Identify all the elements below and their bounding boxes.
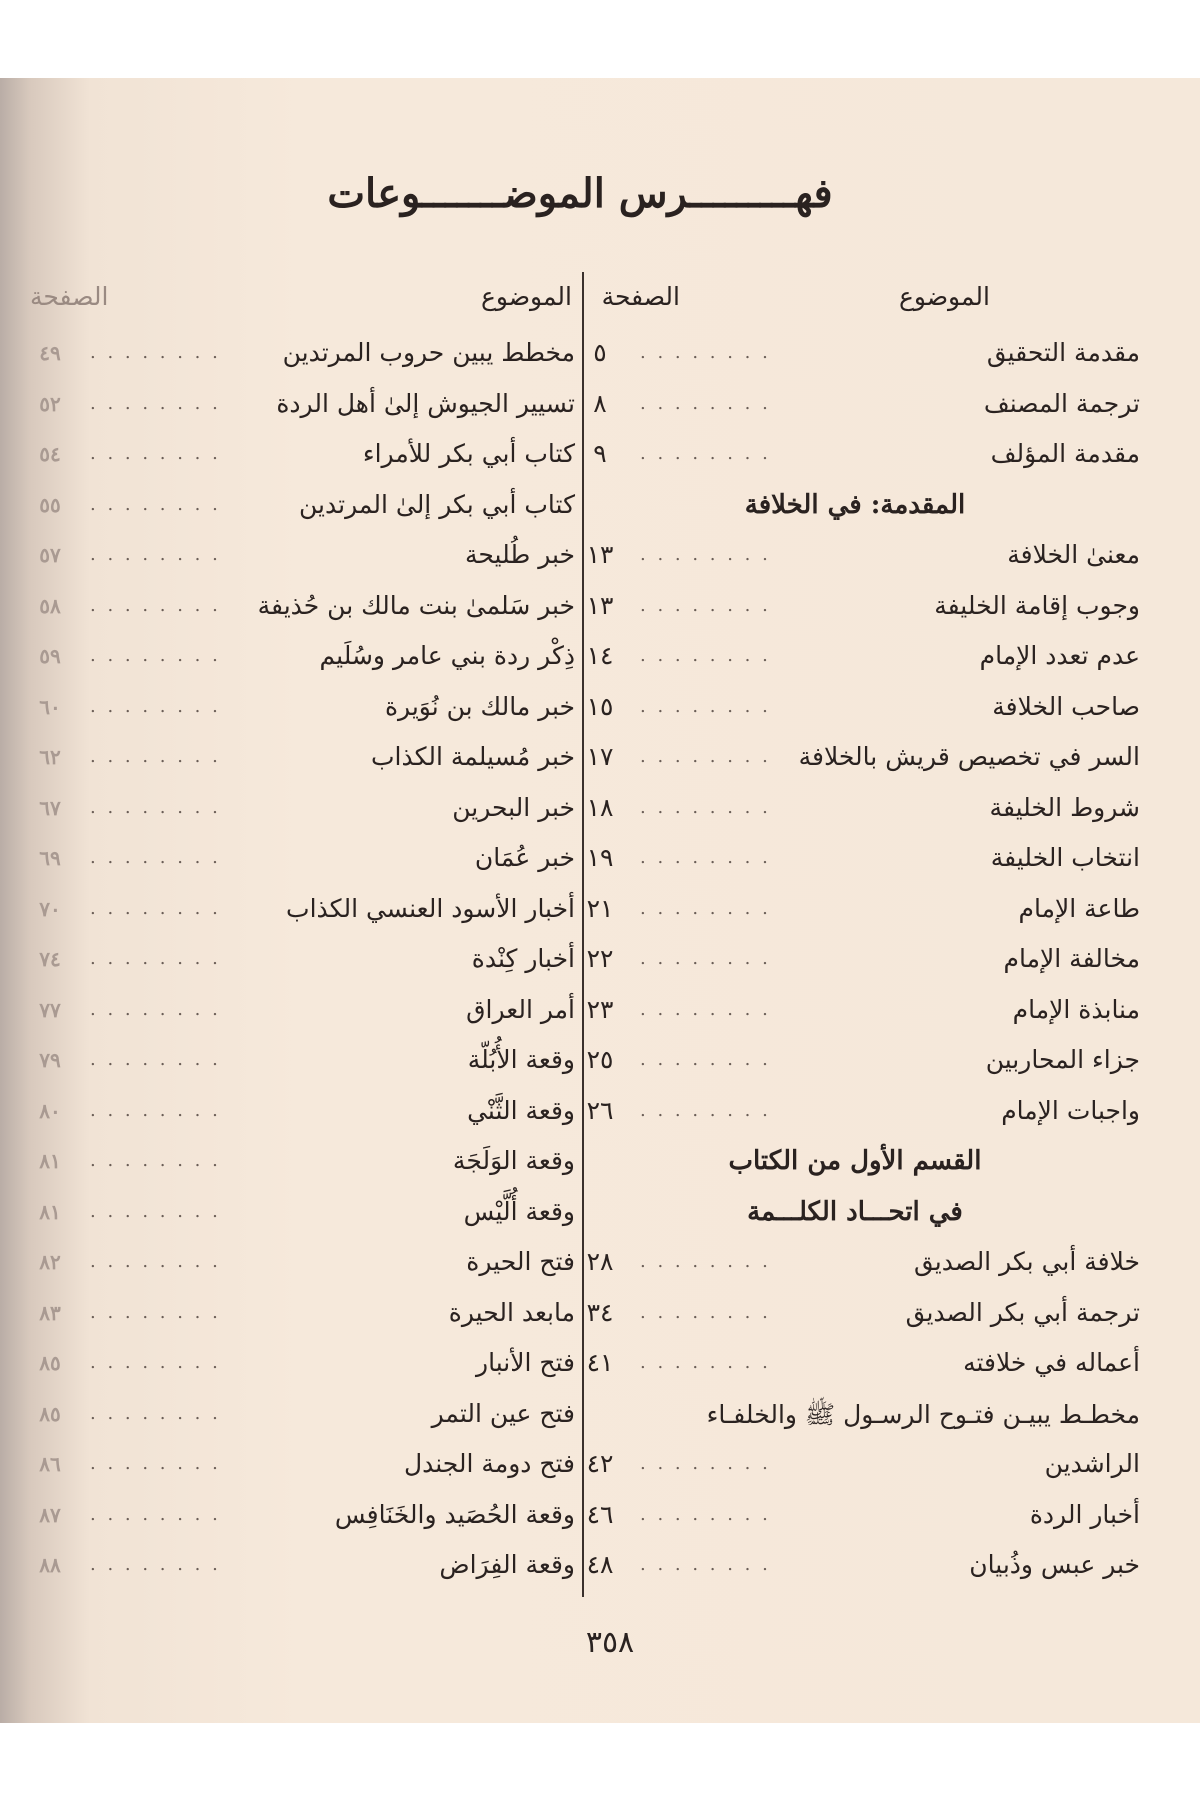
toc-entry-left [20, 1550, 575, 1596]
leader-dots: . . . . . . . . [90, 847, 221, 868]
entry-page: ٤٢ [586, 1449, 614, 1478]
toc-entry-left [20, 439, 575, 485]
entry-topic: وجوب إقامة الخليفة [934, 590, 1140, 620]
entry-topic: مخطـط يبيـن فتـوح الرسـول ﷺ والخلفـاء [706, 1399, 1140, 1429]
entry-topic: أعماله في خلافته [963, 1348, 1140, 1377]
entry-topic: واجبات الإمام [1001, 1095, 1140, 1125]
entry-page: ٥٩ [39, 644, 61, 668]
entry-topic: وقعة الوَلَجَة [452, 1146, 575, 1175]
toc-entry-right [586, 1550, 1140, 1596]
leader-dots: . . . . . . . . [640, 948, 771, 969]
entry-page: ٩ [593, 439, 607, 468]
leader-dots: . . . . . . . . [640, 443, 771, 464]
entry-topic: منابذة الإمام [1012, 994, 1140, 1024]
entry-topic: ذِكْر ردة بني عامر وسُلَيم [319, 641, 575, 670]
entry-topic: انتخاب الخليفة [990, 843, 1140, 872]
leader-dots: . . . . . . . . [640, 847, 771, 868]
toc-entry-left [20, 1500, 575, 1546]
toc-entry-right [590, 1399, 1140, 1445]
entry-topic: خبر مالك بن نُوَيرة [384, 691, 575, 721]
entry-topic: ترجمة أبي بكر الصديق [905, 1297, 1140, 1327]
toc-entry-right [586, 1045, 1140, 1091]
entry-topic: مقدمة المؤلف [990, 439, 1140, 468]
entry-page: ٤٩ [39, 341, 61, 365]
leader-dots: . . . . . . . . [90, 1301, 221, 1323]
toc-entry-left [20, 1399, 575, 1445]
column-divider [582, 272, 584, 1597]
leader-dots: . . . . . . . . [640, 594, 771, 616]
entry-page: ١٣ [586, 540, 614, 569]
toc-entry-left [20, 793, 575, 839]
entry-topic: أمر العراق [466, 994, 575, 1024]
leader-dots: . . . . . . . . [640, 695, 771, 717]
toc-entry-right [586, 590, 1140, 637]
toc-entry-right [586, 641, 1140, 687]
toc-entry-left [20, 1146, 575, 1192]
entry-topic: معنىٰ الخلافة [1007, 540, 1140, 569]
leader-dots: . . . . . . . . [90, 544, 221, 565]
leader-dots: . . . . . . . . [90, 1554, 221, 1575]
toc-entry-right [590, 389, 1140, 435]
leader-dots: . . . . . . . . [90, 1049, 221, 1070]
toc-entry-left [20, 490, 575, 536]
entry-page: ٣٤ [586, 1297, 614, 1327]
toc-entry-right [586, 691, 1140, 738]
toc-entry-left [20, 1298, 575, 1344]
toc-entry-left [20, 843, 575, 889]
toc-entry-left [20, 1449, 575, 1495]
leader-dots: . . . . . . . . [640, 1352, 771, 1373]
entry-topic: جزاء المحاربين [985, 1045, 1140, 1074]
leader-dots: . . . . . . . . [90, 948, 221, 969]
entry-page: ٦٢ [39, 745, 61, 769]
entry-page: ١٣ [586, 590, 614, 620]
entry-topic: مخطط يبين حروب المرتدين [282, 338, 575, 367]
entry-page: ٤٦ [586, 1499, 614, 1529]
entry-topic: وقعة أُلَّيْس [463, 1196, 575, 1226]
leader-dots: . . . . . . . . [90, 645, 221, 666]
leader-dots: . . . . . . . . [90, 1453, 221, 1474]
leader-dots: . . . . . . . . [640, 1301, 771, 1323]
section-heading: في اتحـــاد الكلـــمة [747, 1196, 963, 1227]
leader-dots: . . . . . . . . [640, 998, 771, 1020]
leader-dots: . . . . . . . . [90, 392, 221, 414]
entry-page: ١٨ [586, 792, 614, 822]
entry-page: ٨ [593, 388, 607, 418]
toc-entry-left [20, 1045, 575, 1091]
leader-dots: . . . . . . . . [90, 897, 221, 919]
leader-dots: . . . . . . . . [640, 645, 771, 666]
entry-page: ٦٠ [39, 694, 61, 719]
section-heading: القسم الأول من الكتاب [728, 1146, 982, 1176]
entry-topic: شروط الخليفة [989, 792, 1140, 822]
leader-dots: . . . . . . . . [640, 1099, 771, 1121]
entry-page: ١٥ [586, 691, 614, 721]
entry-page: ١٧ [586, 742, 614, 771]
leader-dots: . . . . . . . . [640, 544, 771, 565]
entry-page: ٨١ [39, 1199, 61, 1224]
leader-dots: . . . . . . . . [90, 1352, 221, 1373]
toc-entry-left [20, 591, 575, 637]
entry-page: ٥٨ [39, 593, 61, 618]
entry-topic: طاعة الإمام [1018, 893, 1140, 923]
toc-entry-left [20, 338, 575, 384]
entry-page: ٥٢ [39, 391, 61, 416]
entry-page: ٧٠ [39, 896, 61, 921]
entry-topic: خبر البحرين [452, 792, 575, 822]
entry-topic: أخبار كِنْدة [471, 944, 575, 973]
toc-entry-right [590, 439, 1140, 485]
entry-page: ٨٦ [39, 1452, 61, 1476]
toc-entry-right [586, 1095, 1140, 1142]
leader-dots: . . . . . . . . [640, 342, 771, 363]
right-page-header: الصفحة [601, 282, 680, 311]
entry-page: ٨٢ [39, 1250, 61, 1274]
entry-topic: ترجمة المصنف [983, 388, 1140, 418]
toc-entry-right [586, 893, 1140, 940]
entry-topic: الراشدين [1044, 1449, 1140, 1478]
toc-entry-left [20, 1247, 575, 1293]
left-page-header: الصفحة [30, 282, 109, 311]
entry-topic: فتح عين التمر [431, 1398, 575, 1428]
entry-topic: خبر عُمَان [474, 843, 575, 872]
entry-topic: فتح دومة الجندل [403, 1449, 575, 1478]
entry-page: ٨٧ [39, 1502, 61, 1527]
leader-dots: . . . . . . . . [640, 1554, 771, 1575]
leader-dots: . . . . . . . . [90, 1503, 221, 1525]
toc-entry-right [586, 994, 1140, 1041]
toc-entry-right [590, 1197, 1140, 1243]
toc-entry-left [20, 641, 575, 687]
leader-dots: . . . . . . . . [90, 594, 221, 616]
leader-dots: . . . . . . . . [640, 796, 771, 818]
entry-page: ١٩ [586, 843, 614, 872]
toc-entry-left [20, 894, 575, 940]
entry-topic: خبر طُليحة [465, 540, 575, 569]
entry-topic: خلافة أبي بكر الصديق [913, 1247, 1140, 1276]
entry-page: ٢٨ [586, 1247, 614, 1276]
toc-entry-right [586, 1297, 1140, 1344]
entry-topic: أخبار الأسود العنسي الكذاب [286, 893, 575, 923]
toc-entry-left [20, 540, 575, 586]
toc-entry-right [586, 1247, 1140, 1293]
toc-entry-left [20, 692, 575, 738]
entry-topic: وقعة الأُبُلّة [467, 1045, 575, 1074]
entry-page: ٤١ [586, 1348, 614, 1377]
entry-page: ٦٩ [39, 846, 61, 870]
entry-topic: وقعة الحُصَيد والخَنَافِس [334, 1499, 575, 1529]
entry-topic: كتاب أبي بكر إلىٰ المرتدين [299, 489, 575, 519]
entry-page: ٢٢ [586, 944, 614, 973]
page-title: فهـــــــــرس الموضـــــــوعات [327, 170, 833, 217]
entry-topic: صاحب الخلافة [992, 691, 1140, 721]
leader-dots: . . . . . . . . [640, 1453, 771, 1474]
toc-entry-left [20, 944, 575, 990]
toc-entry-right [586, 792, 1140, 839]
entry-page: ٨١ [39, 1149, 61, 1173]
entry-topic: تسيير الجيوش إلىٰ أهل الردة [276, 388, 575, 418]
entry-topic: مابعد الحيرة [448, 1297, 575, 1327]
entry-topic: أخبار الردة [1029, 1499, 1140, 1529]
leader-dots: . . . . . . . . [640, 1251, 771, 1272]
entry-topic: مخالفة الإمام [1003, 944, 1140, 973]
leader-dots: . . . . . . . . [90, 1402, 221, 1424]
entry-topic: مقدمة التحقيق [986, 338, 1140, 367]
leader-dots: . . . . . . . . [640, 392, 771, 414]
entry-topic: وقعة الفِرَاض [439, 1550, 575, 1579]
entry-topic: خبر سَلمىٰ بنت مالك بن حُذيفة [257, 590, 575, 620]
leader-dots: . . . . . . . . [90, 1150, 221, 1171]
leader-dots: . . . . . . . . [90, 746, 221, 767]
entry-page: ٤٨ [586, 1550, 614, 1579]
entry-page: ٦٧ [39, 795, 61, 820]
entry-topic: فتح الحيرة [466, 1247, 575, 1276]
entry-page: ٨٥ [39, 1401, 61, 1426]
toc-entry-right [586, 944, 1140, 990]
toc-entry-right [586, 1499, 1140, 1546]
entry-topic: وقعة الثَّنْي [467, 1095, 575, 1125]
toc-entry-left [20, 1197, 575, 1243]
leader-dots: . . . . . . . . [640, 1503, 771, 1525]
entry-page: ٧٩ [39, 1048, 61, 1072]
entry-page: ٥٤ [39, 442, 61, 466]
toc-entry-right [586, 540, 1140, 586]
toc-entry-left [20, 1348, 575, 1394]
toc-entry-right [586, 1348, 1140, 1394]
leader-dots: . . . . . . . . [90, 342, 221, 363]
toc-entry-right [590, 490, 1140, 536]
entry-page: ٨٠ [39, 1098, 61, 1123]
entry-page: ٢٣ [586, 994, 614, 1024]
toc-entry-left [20, 742, 575, 788]
entry-page: ٢٥ [586, 1045, 614, 1074]
toc-entry-right [586, 1449, 1140, 1495]
leader-dots: . . . . . . . . [90, 493, 221, 515]
leader-dots: . . . . . . . . [90, 1251, 221, 1272]
entry-page: ٢١ [586, 893, 614, 923]
entry-page: ١٤ [586, 641, 614, 670]
toc-entry-right [586, 843, 1140, 889]
entry-topic: خبر مُسيلمة الكذاب [370, 742, 575, 771]
entry-page: ٧٤ [39, 947, 61, 971]
leader-dots: . . . . . . . . [90, 695, 221, 717]
toc-entry-left [20, 995, 575, 1041]
section-heading: المقدمة: في الخلافة [744, 489, 966, 520]
leader-dots: . . . . . . . . [640, 897, 771, 919]
entry-topic: خبر عبس وذُبيان [969, 1550, 1140, 1579]
page-number: ٣٥٨ [585, 1625, 635, 1660]
leader-dots: . . . . . . . . [640, 746, 771, 767]
toc-entry-right [590, 1146, 1140, 1192]
leader-dots: . . . . . . . . [90, 443, 221, 464]
left-topic-header: الموضوع [481, 282, 572, 311]
entry-page: ٥ [593, 338, 607, 367]
entry-topic: السر في تخصيص قريش بالخلافة [798, 742, 1140, 771]
entry-topic: فتح الأنبار [476, 1348, 575, 1377]
entry-topic: كتاب أبي بكر للأمراء [362, 439, 575, 468]
toc-entry-right [586, 742, 1140, 788]
entry-page: ٨٣ [39, 1300, 61, 1325]
leader-dots: . . . . . . . . [90, 998, 221, 1020]
leader-dots: . . . . . . . . [90, 1200, 221, 1222]
entry-page: ٨٨ [39, 1553, 61, 1577]
leader-dots: . . . . . . . . [90, 1099, 221, 1121]
leader-dots: . . . . . . . . [640, 1049, 771, 1070]
toc-entry-right [590, 338, 1140, 384]
entry-page: ٧٧ [39, 997, 61, 1022]
toc-entry-left [20, 389, 575, 435]
right-topic-header: الموضوع [899, 282, 990, 311]
toc-entry-left [20, 1096, 575, 1142]
entry-topic: عدم تعدد الإمام [979, 641, 1140, 670]
entry-page: ٢٦ [586, 1095, 614, 1125]
entry-page: ٥٥ [39, 492, 61, 517]
entry-page: ٥٧ [39, 543, 61, 567]
entry-page: ٨٥ [39, 1351, 61, 1375]
leader-dots: . . . . . . . . [90, 796, 221, 818]
